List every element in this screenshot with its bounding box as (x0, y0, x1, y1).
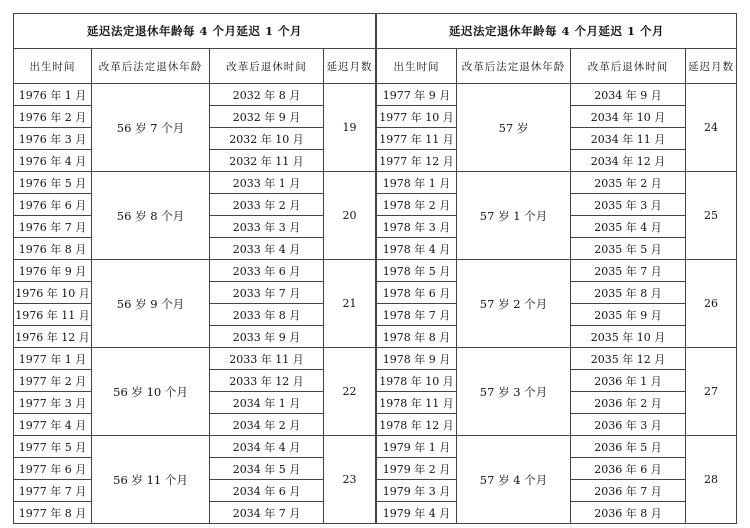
retirement-age-cell: 57 岁 (457, 84, 571, 172)
delay-months-cell: 22 (324, 348, 376, 436)
table-row (377, 172, 737, 194)
retirement-time-cell: 2033 年 2 月 (210, 194, 324, 216)
table-row (377, 348, 737, 370)
birth-time-cell: 1976 年 3 月 (14, 128, 92, 150)
retirement-table-right (376, 13, 737, 524)
retirement-time-cell: 2032 年 8 月 (210, 84, 324, 106)
birth-time-cell: 1978 年 8 月 (377, 326, 457, 348)
retirement-time-cell: 2035 年 5 月 (571, 238, 686, 260)
birth-time-cell: 1976 年 2 月 (14, 106, 92, 128)
birth-time-cell: 1979 年 3 月 (377, 480, 457, 502)
delay-months-cell: 26 (686, 260, 737, 348)
birth-time-cell: 1977 年 5 月 (14, 436, 92, 458)
retirement-time-cell: 2034 年 12 月 (571, 150, 686, 172)
birth-time-cell: 1977 年 10 月 (377, 106, 457, 128)
retirement-table-left (13, 13, 376, 524)
header-retirement-age: 改革后法定退休年龄 (457, 49, 571, 84)
retirement-time-cell: 2034 年 9 月 (571, 84, 686, 106)
retirement-time-cell: 2035 年 2 月 (571, 172, 686, 194)
retirement-time-cell: 2033 年 4 月 (210, 238, 324, 260)
birth-time-cell: 1978 年 10 月 (377, 370, 457, 392)
retirement-time-cell: 2033 年 1 月 (210, 172, 324, 194)
birth-time-cell: 1976 年 4 月 (14, 150, 92, 172)
birth-time-cell: 1978 年 5 月 (377, 260, 457, 282)
birth-time-cell: 1977 年 2 月 (14, 370, 92, 392)
birth-time-cell: 1977 年 9 月 (377, 84, 457, 106)
birth-time-cell: 1976 年 12 月 (14, 326, 92, 348)
birth-time-cell: 1976 年 1 月 (14, 84, 92, 106)
retirement-time-cell: 2036 年 3 月 (571, 414, 686, 436)
birth-time-cell: 1977 年 4 月 (14, 414, 92, 436)
retirement-time-cell: 2035 年 8 月 (571, 282, 686, 304)
birth-time-cell: 1977 年 8 月 (14, 502, 92, 524)
retirement-time-cell: 2036 年 8 月 (571, 502, 686, 524)
table-row (377, 84, 737, 106)
retirement-time-cell: 2033 年 8 月 (210, 304, 324, 326)
retirement-time-cell: 2033 年 6 月 (210, 260, 324, 282)
retirement-time-cell: 2034 年 1 月 (210, 392, 324, 414)
retirement-time-cell: 2032 年 11 月 (210, 150, 324, 172)
retirement-time-cell: 2034 年 4 月 (210, 436, 324, 458)
header-delay-months: 延迟月数 (686, 49, 737, 84)
retirement-time-cell: 2034 年 6 月 (210, 480, 324, 502)
birth-time-cell: 1977 年 3 月 (14, 392, 92, 414)
table-title: 延迟法定退休年龄每 4 个月延迟 1 个月 (377, 14, 737, 49)
retirement-time-cell: 2035 年 9 月 (571, 304, 686, 326)
header-retirement-time: 改革后退休时间 (571, 49, 686, 84)
retirement-time-cell: 2034 年 10 月 (571, 106, 686, 128)
delay-months-cell: 21 (324, 260, 376, 348)
birth-time-cell: 1977 年 12 月 (377, 150, 457, 172)
birth-time-cell: 1978 年 3 月 (377, 216, 457, 238)
delay-months-cell: 28 (686, 436, 737, 524)
birth-time-cell: 1976 年 9 月 (14, 260, 92, 282)
table-title: 延迟法定退休年龄每 4 个月延迟 1 个月 (14, 14, 376, 49)
table-row (14, 436, 376, 458)
retirement-table-left-panel (13, 13, 376, 524)
retirement-age-cell: 57 岁 3 个月 (457, 348, 571, 436)
delay-months-cell: 27 (686, 348, 737, 436)
table-row (377, 260, 737, 282)
birth-time-cell: 1979 年 2 月 (377, 458, 457, 480)
retirement-age-cell: 56 岁 7 个月 (92, 84, 210, 172)
table-row (14, 260, 376, 282)
retirement-age-cell: 57 岁 2 个月 (457, 260, 571, 348)
birth-time-cell: 1979 年 1 月 (377, 436, 457, 458)
delay-months-cell: 24 (686, 84, 737, 172)
birth-time-cell: 1978 年 1 月 (377, 172, 457, 194)
birth-time-cell: 1979 年 4 月 (377, 502, 457, 524)
retirement-time-cell: 2033 年 3 月 (210, 216, 324, 238)
retirement-age-cell: 56 岁 9 个月 (92, 260, 210, 348)
retirement-age-cell: 57 岁 1 个月 (457, 172, 571, 260)
table-row (14, 348, 376, 370)
birth-time-cell: 1976 年 5 月 (14, 172, 92, 194)
birth-time-cell: 1978 年 12 月 (377, 414, 457, 436)
retirement-time-cell: 2033 年 12 月 (210, 370, 324, 392)
retirement-age-cell: 56 岁 8 个月 (92, 172, 210, 260)
retirement-time-cell: 2035 年 3 月 (571, 194, 686, 216)
retirement-time-cell: 2035 年 10 月 (571, 326, 686, 348)
header-birth-time: 出生时间 (377, 49, 457, 84)
retirement-time-cell: 2034 年 5 月 (210, 458, 324, 480)
birth-time-cell: 1978 年 6 月 (377, 282, 457, 304)
birth-time-cell: 1977 年 6 月 (14, 458, 92, 480)
delay-months-cell: 23 (324, 436, 376, 524)
birth-time-cell: 1976 年 6 月 (14, 194, 92, 216)
retirement-time-cell: 2033 年 11 月 (210, 348, 324, 370)
retirement-time-cell: 2033 年 9 月 (210, 326, 324, 348)
birth-time-cell: 1978 年 4 月 (377, 238, 457, 260)
table-row (14, 172, 376, 194)
delay-months-cell: 19 (324, 84, 376, 172)
birth-time-cell: 1978 年 7 月 (377, 304, 457, 326)
header-birth-time: 出生时间 (14, 49, 92, 84)
birth-time-cell: 1976 年 7 月 (14, 216, 92, 238)
table-row (377, 436, 737, 458)
retirement-time-cell: 2036 年 6 月 (571, 458, 686, 480)
retirement-time-cell: 2036 年 5 月 (571, 436, 686, 458)
retirement-age-cell: 56 岁 10 个月 (92, 348, 210, 436)
retirement-time-cell: 2035 年 7 月 (571, 260, 686, 282)
table-body (377, 84, 737, 524)
retirement-time-cell: 2034 年 7 月 (210, 502, 324, 524)
birth-time-cell: 1977 年 11 月 (377, 128, 457, 150)
table-body (14, 84, 376, 524)
retirement-time-cell: 2032 年 10 月 (210, 128, 324, 150)
retirement-time-cell: 2032 年 9 月 (210, 106, 324, 128)
birth-time-cell: 1976 年 8 月 (14, 238, 92, 260)
retirement-time-cell: 2035 年 12 月 (571, 348, 686, 370)
birth-time-cell: 1978 年 9 月 (377, 348, 457, 370)
retirement-age-cell: 56 岁 11 个月 (92, 436, 210, 524)
retirement-time-cell: 2036 年 2 月 (571, 392, 686, 414)
birth-time-cell: 1976 年 11 月 (14, 304, 92, 326)
retirement-age-cell: 57 岁 4 个月 (457, 436, 571, 524)
birth-time-cell: 1978 年 2 月 (377, 194, 457, 216)
header-delay-months: 延迟月数 (324, 49, 376, 84)
birth-time-cell: 1977 年 1 月 (14, 348, 92, 370)
header-retirement-time: 改革后退休时间 (210, 49, 324, 84)
retirement-time-cell: 2036 年 1 月 (571, 370, 686, 392)
retirement-time-cell: 2036 年 7 月 (571, 480, 686, 502)
table-row (14, 84, 376, 106)
retirement-time-cell: 2033 年 7 月 (210, 282, 324, 304)
birth-time-cell: 1976 年 10 月 (14, 282, 92, 304)
header-retirement-age: 改革后法定退休年龄 (92, 49, 210, 84)
retirement-table-right-panel (376, 13, 737, 524)
retirement-time-cell: 2034 年 2 月 (210, 414, 324, 436)
retirement-time-cell: 2034 年 11 月 (571, 128, 686, 150)
delay-months-cell: 20 (324, 172, 376, 260)
retirement-time-cell: 2035 年 4 月 (571, 216, 686, 238)
delay-months-cell: 25 (686, 172, 737, 260)
birth-time-cell: 1978 年 11 月 (377, 392, 457, 414)
birth-time-cell: 1977 年 7 月 (14, 480, 92, 502)
